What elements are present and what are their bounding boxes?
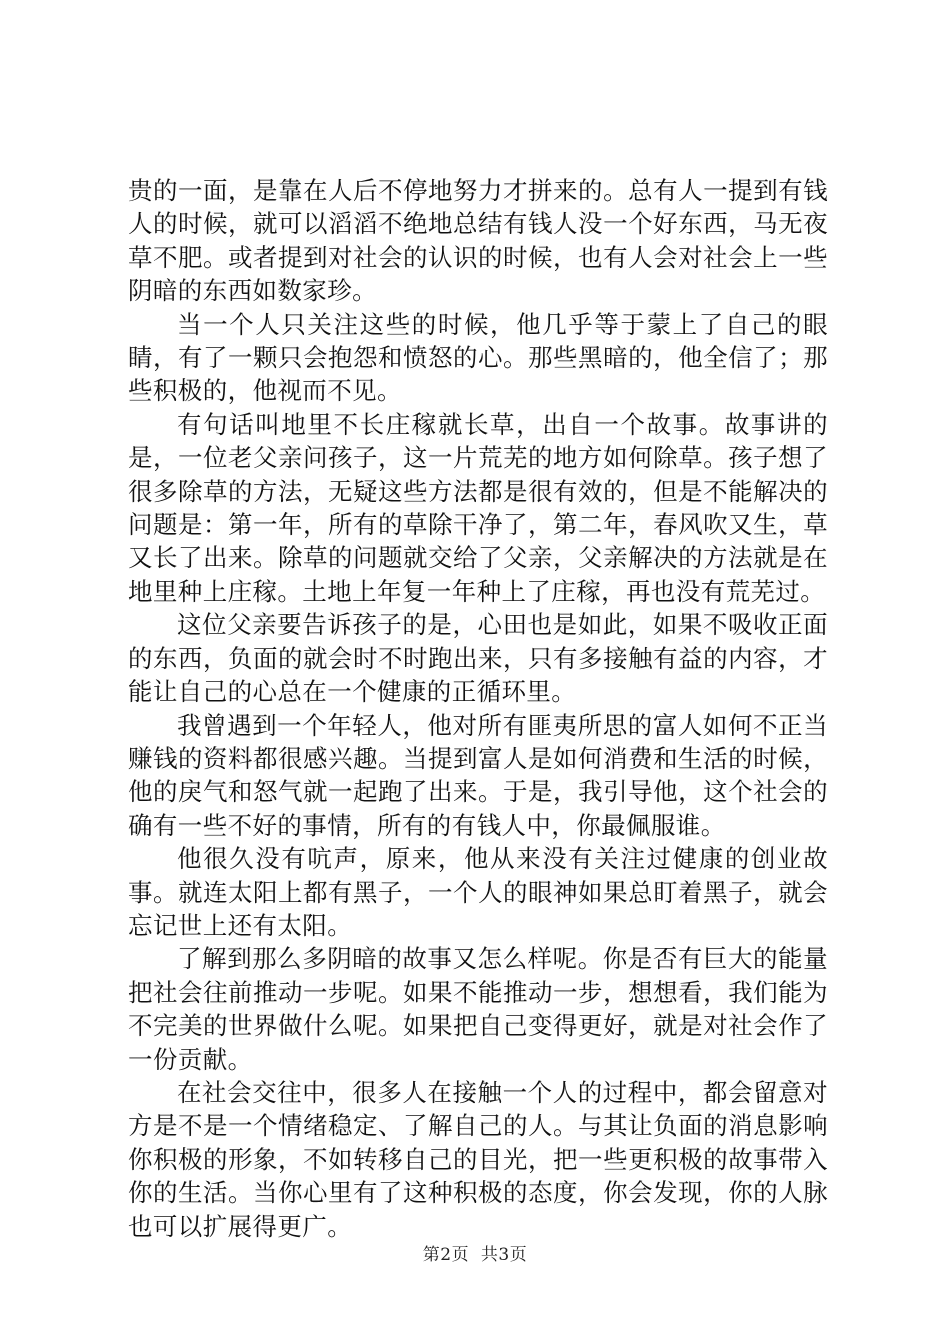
paragraph: 他很久没有吭声，原来，他从来没有关注过健康的创业故事。就连太阳上都有黑子，一个人的眼神如果总盯着黑子，就会忘记世上还有太阳。: [128, 844, 828, 940]
article-body: [128, 174, 828, 1243]
page-number-label: 第2页 共3页: [422, 1245, 528, 1265]
paragraph: 在社会交往中，很多人在接触一个人的过程中，都会留意对方是不是一个情绪稳定、了解自己的人。与其让负面的消息影响你积极的形象，不如转移自己的目光，把一些更积极的故事带入你的生活。当你心里有了这种积极的态度，你会发现，你的人脉也可以扩展得更广。: [128, 1077, 828, 1241]
paragraph-continued: 贵的一面，是靠在人后不停地努力才拼来的。总有人一提到有钱人的时候，就可以滔滔不绝地总结有钱人没一个好东西，马无夜草不肥。或者提到对社会的认识的时候，也有人会对社会上一些阴暗的东西如数家珍。: [128, 176, 828, 306]
paragraph: 有句话叫地里不长庄稼就长草，出自一个故事。故事讲的是，一位老父亲问孩子，这一片荒芜的地方如何除草。孩子想了很多除草的方法，无疑这些方法都是很有效的，但是不能解决的问题是：第一年，所有的草除干净了，第二年，春风吹又生，草又长了出来。除草的问题就交给了父亲，父亲解决的方法就是在地里种上庄稼。土地上年复一年种上了庄稼，再也没有荒芜过。: [128, 409, 828, 606]
page-footer: [0, 1240, 950, 1265]
paragraph: 当一个人只关注这些的时候，他几乎等于蒙上了自己的眼睛，有了一颗只会抱怨和愤怒的心。那些黑暗的，他全信了；那些积极的，他视而不见。: [128, 309, 828, 406]
paragraph: 了解到那么多阴暗的故事又怎么样呢。你是否有巨大的能量把社会往前推动一步呢。如果不能推动一步，想想看，我们能为不完美的世界做什么呢。如果把自己变得更好，就是对社会作了一份贡献。: [128, 944, 828, 1074]
paragraph: 我曾遇到一个年轻人，他对所有匪夷所思的富人如何不正当赚钱的资料都很感兴趣。当提到富人是如何消费和生活的时候，他的戾气和怒气就一起跑了出来。于是，我引导他，这个社会的确有一些不好的事情，所有的有钱人中，你最佩服谁。: [128, 710, 828, 840]
paragraph: 这位父亲要告诉孩子的是，心田也是如此，如果不吸收正面的东西，负面的就会时不时跑出来，只有多接触有益的内容，才能让自己的心总在一个健康的正循环里。: [128, 610, 828, 707]
